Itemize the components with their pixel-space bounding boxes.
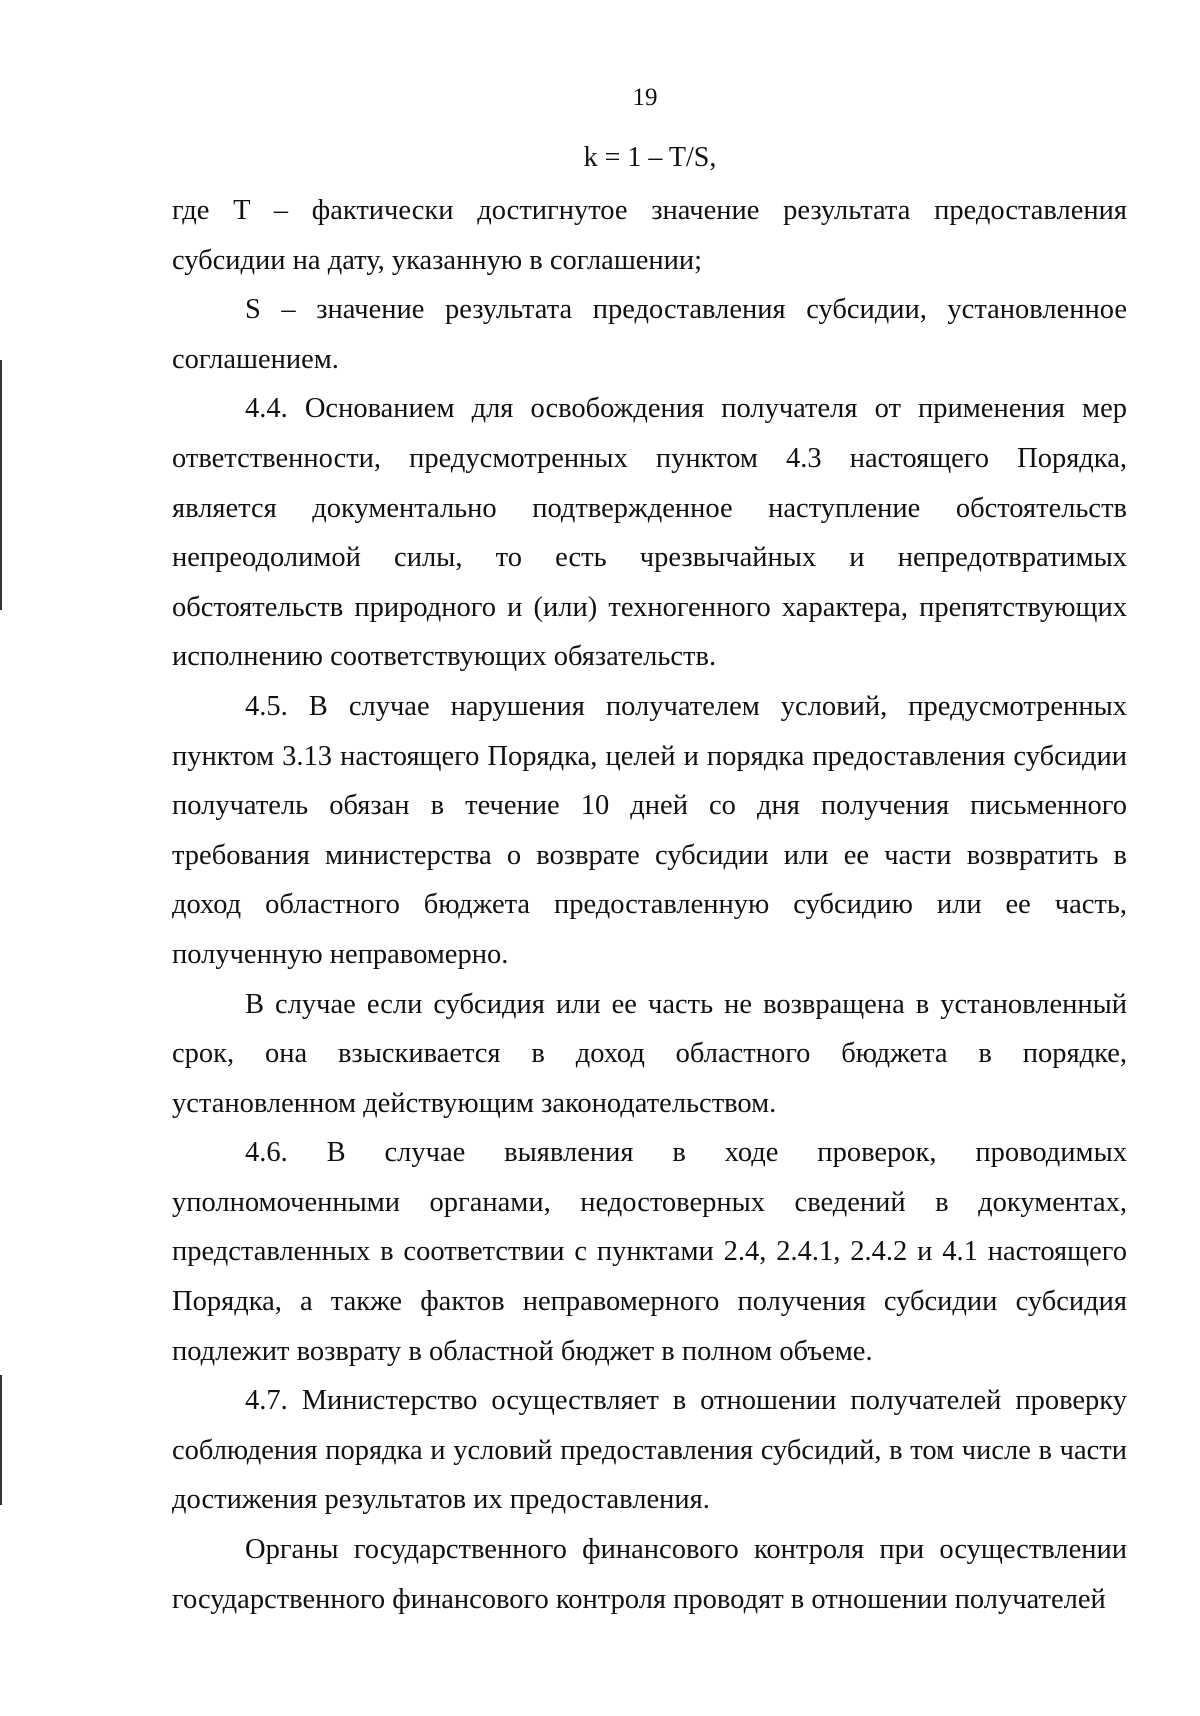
formula: k = 1 – T/S,: [583, 142, 717, 173]
paragraph: 4.4. Основанием для освобождения получателя от применения мер ответственности, предусмотренных пунктом 4.3 настоящего Порядка, является документально подтвержденное наступление обстоятельств непреодолимой силы, то есть чрезвычайных и непредотвратимых обстоятельств природного и (или) техногенного характера, препятствующих исполнению соответствующих обязательств.: [172, 393, 1127, 673]
paragraph: где T – фактически достигнутое значение результата предоставления субсидии на дату, указанную в соглашении;: [172, 195, 1127, 276]
paragraph: В случае если субсидия или ее часть не возвращена в установленный срок, она взыскивается в доход областного бюджета в порядке, установленном действующим законодательством.: [172, 988, 1127, 1119]
body-text: [172, 186, 1127, 1624]
scan-edge-mark: [0, 1375, 2, 1505]
paragraph: 4.5. В случае нарушения получателем условий, предусмотренных пунктом 3.13 настоящего Порядка, целей и порядка предоставления субсидии получатель обязан в течение 10 дней со дня получения письменного требования министерства о возврате субсидии или ее части возвратить в доход областного бюджета предоставленную субсидию или ее часть, полученную неправомерно.: [172, 690, 1127, 970]
paragraph: 4.6. В случае выявления в ходе проверок, проводимых уполномоченными органами, недостоверных сведений в документах, представленных в соответствии с пунктами 2.4, 2.4.1, 2.4.2 и 4.1 настоящего Порядка, а также фактов неправомерного получения субсидии субсидия подлежит возврату в областной бюджет в полном объеме.: [172, 1137, 1127, 1367]
paragraph: S – значение результата предоставления субсидии, установленное соглашением.: [172, 294, 1127, 375]
scan-edge-mark: [0, 360, 2, 610]
paragraph: Органы государственного финансового контроля при осуществлении государственного финансового контроля проводят в отношении получателей: [172, 1534, 1127, 1615]
page-number: 19: [632, 84, 658, 111]
paragraph: 4.7. Министерство осуществляет в отношении получателей проверку соблюдения порядка и условий предоставления субсидий, в том числе в части достижения результатов их предоставления.: [172, 1385, 1127, 1516]
